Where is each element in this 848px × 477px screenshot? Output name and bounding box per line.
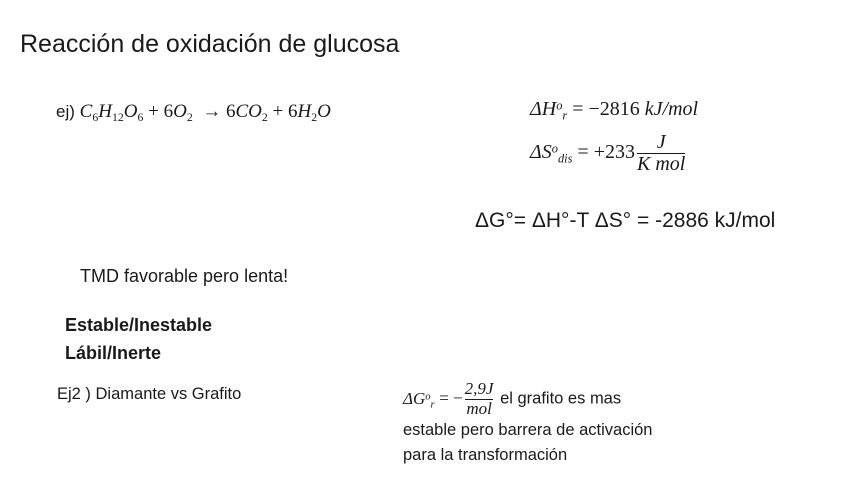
enthalpy-symbol: $\Delta H^o_r$: [530, 98, 568, 123]
entropy-value: = +233: [577, 141, 635, 164]
stability-terms: [65, 311, 212, 367]
graphite-fraction-numerator: 2,9J: [464, 379, 494, 398]
entropy-equation: [530, 132, 685, 175]
entropy-symbol: $\Delta S^o_{dis}$: [530, 141, 573, 166]
graphite-text-1: el grafito es mas: [500, 389, 622, 408]
graphite-fraction: [465, 380, 494, 418]
example2-label: Ej2 ) Diamante vs Grafito: [57, 385, 242, 403]
reaction-label: ej): [56, 102, 75, 121]
stability-line-2: Lábil/Inerte: [65, 343, 162, 363]
graphite-gibbs-value: = −: [439, 388, 463, 408]
enthalpy-unit: kJ/mol: [644, 98, 699, 120]
stability-line-1: Estable/Inestable: [65, 315, 213, 335]
slide-title: Reacción de oxidación de glucosa: [20, 30, 400, 58]
graphite-line-2: estable pero barrera de activación: [403, 421, 653, 440]
favorable-note: TMD favorable pero lenta!: [80, 266, 289, 286]
gibbs-equation: ΔG°= ΔH°-T ΔS° = -2886 kJ/mol: [475, 209, 776, 232]
entropy-unit-denominator: K mol: [636, 153, 686, 175]
enthalpy-equation: [530, 98, 698, 123]
graphite-fraction-denominator: mol: [466, 398, 492, 418]
reaction-formula: $C_6H_{12}O_6 + 6O_2 \to 6CO_2 + 6H_2O$: [79, 101, 331, 125]
graphite-line-1: [403, 380, 652, 418]
entropy-unit-numerator: J: [637, 132, 685, 154]
enthalpy-value: = −2816: [572, 98, 640, 120]
graphite-line-3: para la transformación: [403, 446, 568, 465]
reaction-equation: [56, 101, 331, 125]
graphite-explanation: [403, 380, 652, 468]
graphite-gibbs-symbol: $\Delta G^o_r$: [403, 388, 435, 411]
entropy-unit-fraction: [637, 132, 685, 175]
